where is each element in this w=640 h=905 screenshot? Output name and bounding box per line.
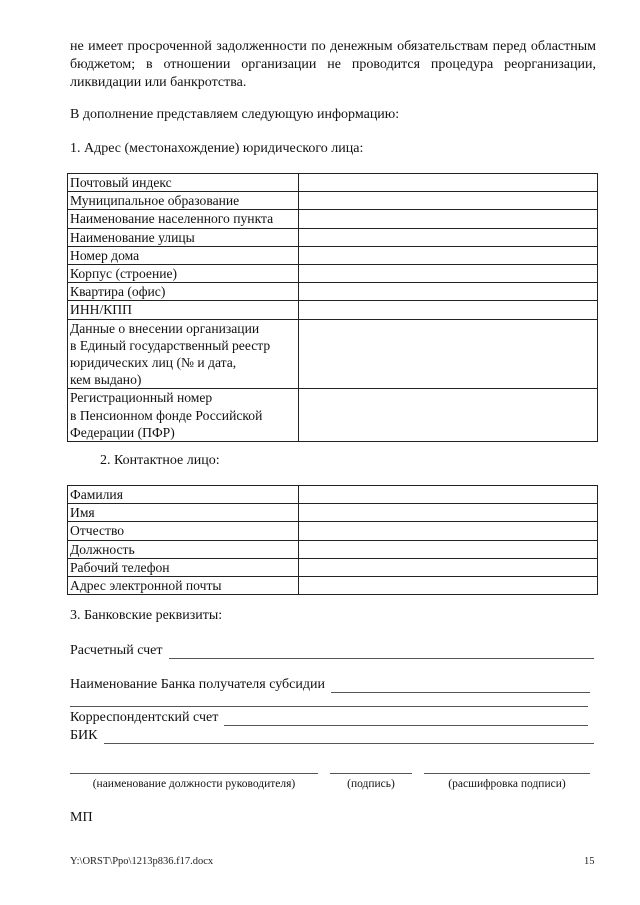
contact-row xyxy=(68,522,598,540)
signature-caption: (подпись) xyxy=(347,778,395,790)
corr-account-label: Корреспондентский счет xyxy=(70,710,219,725)
row-label: Квартира (офис) xyxy=(68,283,299,301)
row-label: Наименование улицы xyxy=(68,228,299,246)
address-row xyxy=(68,319,598,389)
additional-info-line: В дополнение представляем следующую информацию: xyxy=(70,107,400,122)
section3-heading: 3. Банковские реквизиты: xyxy=(70,608,223,623)
address-row xyxy=(68,301,598,319)
address-row xyxy=(68,283,598,301)
decoding-line[interactable] xyxy=(424,773,590,774)
row-label: Регистрационный номер в Пенсионном фонде Российской Федерации (ПФР) xyxy=(68,389,299,442)
row-value-cell[interactable] xyxy=(299,246,598,264)
footer-file-path: Y:\ORST\Ppo\1213p836.f17.docx xyxy=(70,856,214,867)
bank-name-input-line[interactable] xyxy=(331,679,590,693)
contact-row xyxy=(68,504,598,522)
row-value-cell[interactable] xyxy=(299,319,598,389)
address-table xyxy=(67,173,598,442)
row-label: Корпус (строение) xyxy=(68,265,299,283)
row-label: Фамилия xyxy=(68,486,299,504)
decoding-caption: (расшифровка подписи) xyxy=(448,778,566,790)
bik-field[interactable] xyxy=(70,728,594,744)
row-label: Отчество xyxy=(68,522,299,540)
row-value-cell[interactable] xyxy=(299,210,598,228)
account-label: Расчетный счет xyxy=(70,643,163,658)
row-label: Наименование населенного пункта xyxy=(68,210,299,228)
section1-heading: 1. Адрес (местонахождение) юридического лица: xyxy=(70,141,364,156)
contact-table xyxy=(67,485,598,595)
address-row xyxy=(68,210,598,228)
address-row xyxy=(68,174,598,192)
address-row xyxy=(68,265,598,283)
contact-row xyxy=(68,486,598,504)
position-line[interactable] xyxy=(70,773,318,774)
corr-account-input-line[interactable] xyxy=(224,712,588,726)
address-row xyxy=(68,389,598,442)
row-value-cell[interactable] xyxy=(299,389,598,442)
row-label: Адрес электронной почты xyxy=(68,577,299,595)
row-label: Данные о внесении организации в Единый государственный реестр юридических лиц (№ и дата, кем выдано) xyxy=(68,319,299,389)
row-label: Должность xyxy=(68,540,299,558)
signature-line[interactable] xyxy=(330,773,412,774)
row-value-cell[interactable] xyxy=(299,540,598,558)
address-row xyxy=(68,246,598,264)
row-label: Муниципальное образование xyxy=(68,192,299,210)
contact-row xyxy=(68,558,598,576)
bik-label: БИК xyxy=(70,728,98,743)
row-value-cell[interactable] xyxy=(299,504,598,522)
row-value-cell[interactable] xyxy=(299,301,598,319)
corr-account-field[interactable] xyxy=(70,710,588,726)
row-label: Имя xyxy=(68,504,299,522)
row-value-cell[interactable] xyxy=(299,228,598,246)
row-value-cell[interactable] xyxy=(299,522,598,540)
account-input-line[interactable] xyxy=(169,645,594,659)
bik-input-line[interactable] xyxy=(104,730,595,744)
row-label: Рабочий телефон xyxy=(68,558,299,576)
row-value-cell[interactable] xyxy=(299,265,598,283)
row-value-cell[interactable] xyxy=(299,283,598,301)
row-label: Почтовый индекс xyxy=(68,174,299,192)
bank-name-field[interactable] xyxy=(70,677,590,693)
row-label: ИНН/КПП xyxy=(68,301,299,319)
row-value-cell[interactable] xyxy=(299,174,598,192)
section2-heading: 2. Контактное лицо: xyxy=(100,453,220,468)
row-value-cell[interactable] xyxy=(299,577,598,595)
bank-name-continuation-line[interactable] xyxy=(70,706,588,707)
address-row xyxy=(68,192,598,210)
bank-name-label: Наименование Банка получателя субсидии xyxy=(70,677,325,692)
row-label: Номер дома xyxy=(68,246,299,264)
intro-paragraph: не имеет просроченной задолженности по денежным обязательствам перед областным бюджетом; в отношении организации не проводится процедура реорганизации, ликвидации или банкротства. xyxy=(70,39,596,90)
row-value-cell[interactable] xyxy=(299,486,598,504)
position-caption: (наименование должности руководителя) xyxy=(92,778,296,790)
stamp-label: МП xyxy=(70,810,93,825)
address-row xyxy=(68,228,598,246)
account-field[interactable] xyxy=(70,643,594,659)
page-number: 15 xyxy=(584,856,595,867)
row-value-cell[interactable] xyxy=(299,558,598,576)
row-value-cell[interactable] xyxy=(299,192,598,210)
contact-row xyxy=(68,577,598,595)
contact-row xyxy=(68,540,598,558)
